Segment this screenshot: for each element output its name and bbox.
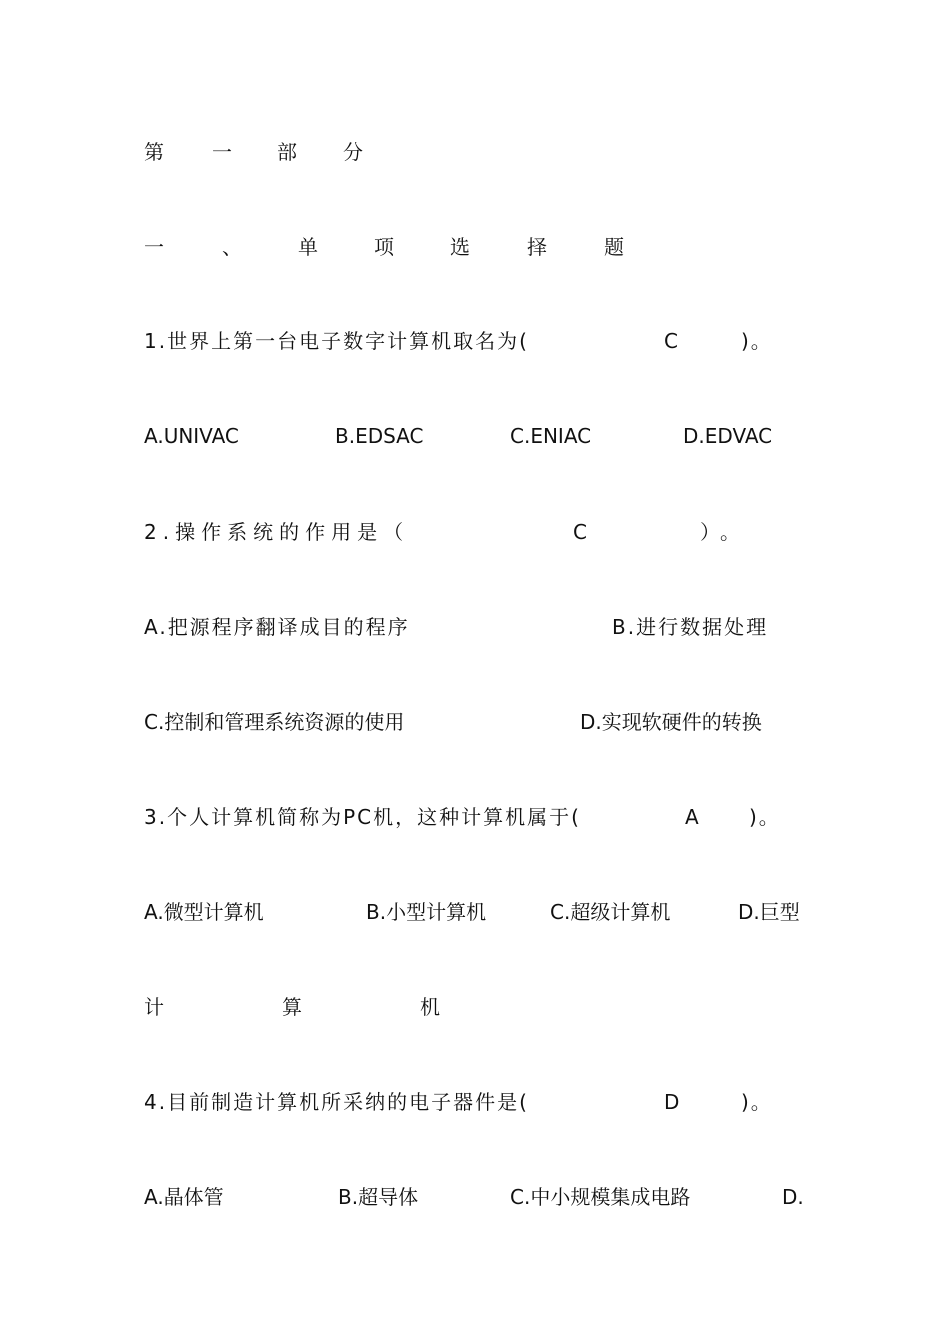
section-title-char: 、	[222, 235, 242, 259]
option-c: C.超级计算机	[550, 900, 671, 924]
part-title-char: 分	[343, 140, 363, 164]
continuation-char: 算	[282, 995, 302, 1019]
question-stem: 3.个人计算机简称为PC机，这种计算机属于(	[144, 805, 581, 829]
option-c: C.ENIAC	[510, 424, 592, 448]
option-b: B.进行数据处理	[612, 615, 769, 639]
option-d: D.	[782, 1185, 804, 1209]
question-answer: C	[573, 520, 587, 544]
option-a: A.晶体管	[144, 1185, 224, 1209]
option-d: D.巨型	[738, 900, 800, 924]
part-title-char: 部	[277, 140, 297, 164]
option-d: D.实现软硬件的转换	[580, 710, 762, 734]
section-title-char: 一	[144, 235, 164, 259]
part-title-char: 第	[144, 140, 164, 164]
question-answer: D	[664, 1090, 680, 1114]
continuation-char: 机	[420, 995, 440, 1019]
question-stem: 1.世界上第一台电子数字计算机取名为(	[144, 329, 529, 353]
question-close: )。	[749, 805, 781, 829]
option-a: A.微型计算机	[144, 900, 264, 924]
section-title-char: 择	[527, 235, 547, 259]
option-c: C.控制和管理系统资源的使用	[144, 710, 405, 734]
option-d: D.EDVAC	[683, 424, 773, 448]
question-close: )。	[741, 329, 773, 353]
option-b: B.EDSAC	[335, 424, 424, 448]
option-b: B.小型计算机	[366, 900, 487, 924]
section-title-char: 选	[450, 235, 470, 259]
option-a: A.把源程序翻译成目的程序	[144, 615, 410, 639]
question-close: ）。	[700, 520, 750, 544]
option-b: B.超导体	[338, 1185, 419, 1209]
question-answer: A	[685, 805, 699, 829]
option-a: A.UNIVAC	[144, 424, 239, 448]
part-title-char: 一	[212, 140, 232, 164]
section-title-char: 项	[374, 235, 394, 259]
question-stem: 4.目前制造计算机所采纳的电子器件是(	[144, 1090, 529, 1114]
question-stem: 2.操作系统的作用是（	[144, 520, 410, 544]
section-title-char: 题	[604, 235, 624, 259]
continuation-char: 计	[144, 995, 164, 1019]
question-answer: C	[664, 329, 678, 353]
section-title-char: 单	[298, 235, 318, 259]
option-c: C.中小规模集成电路	[510, 1185, 691, 1209]
question-close: )。	[741, 1090, 773, 1114]
